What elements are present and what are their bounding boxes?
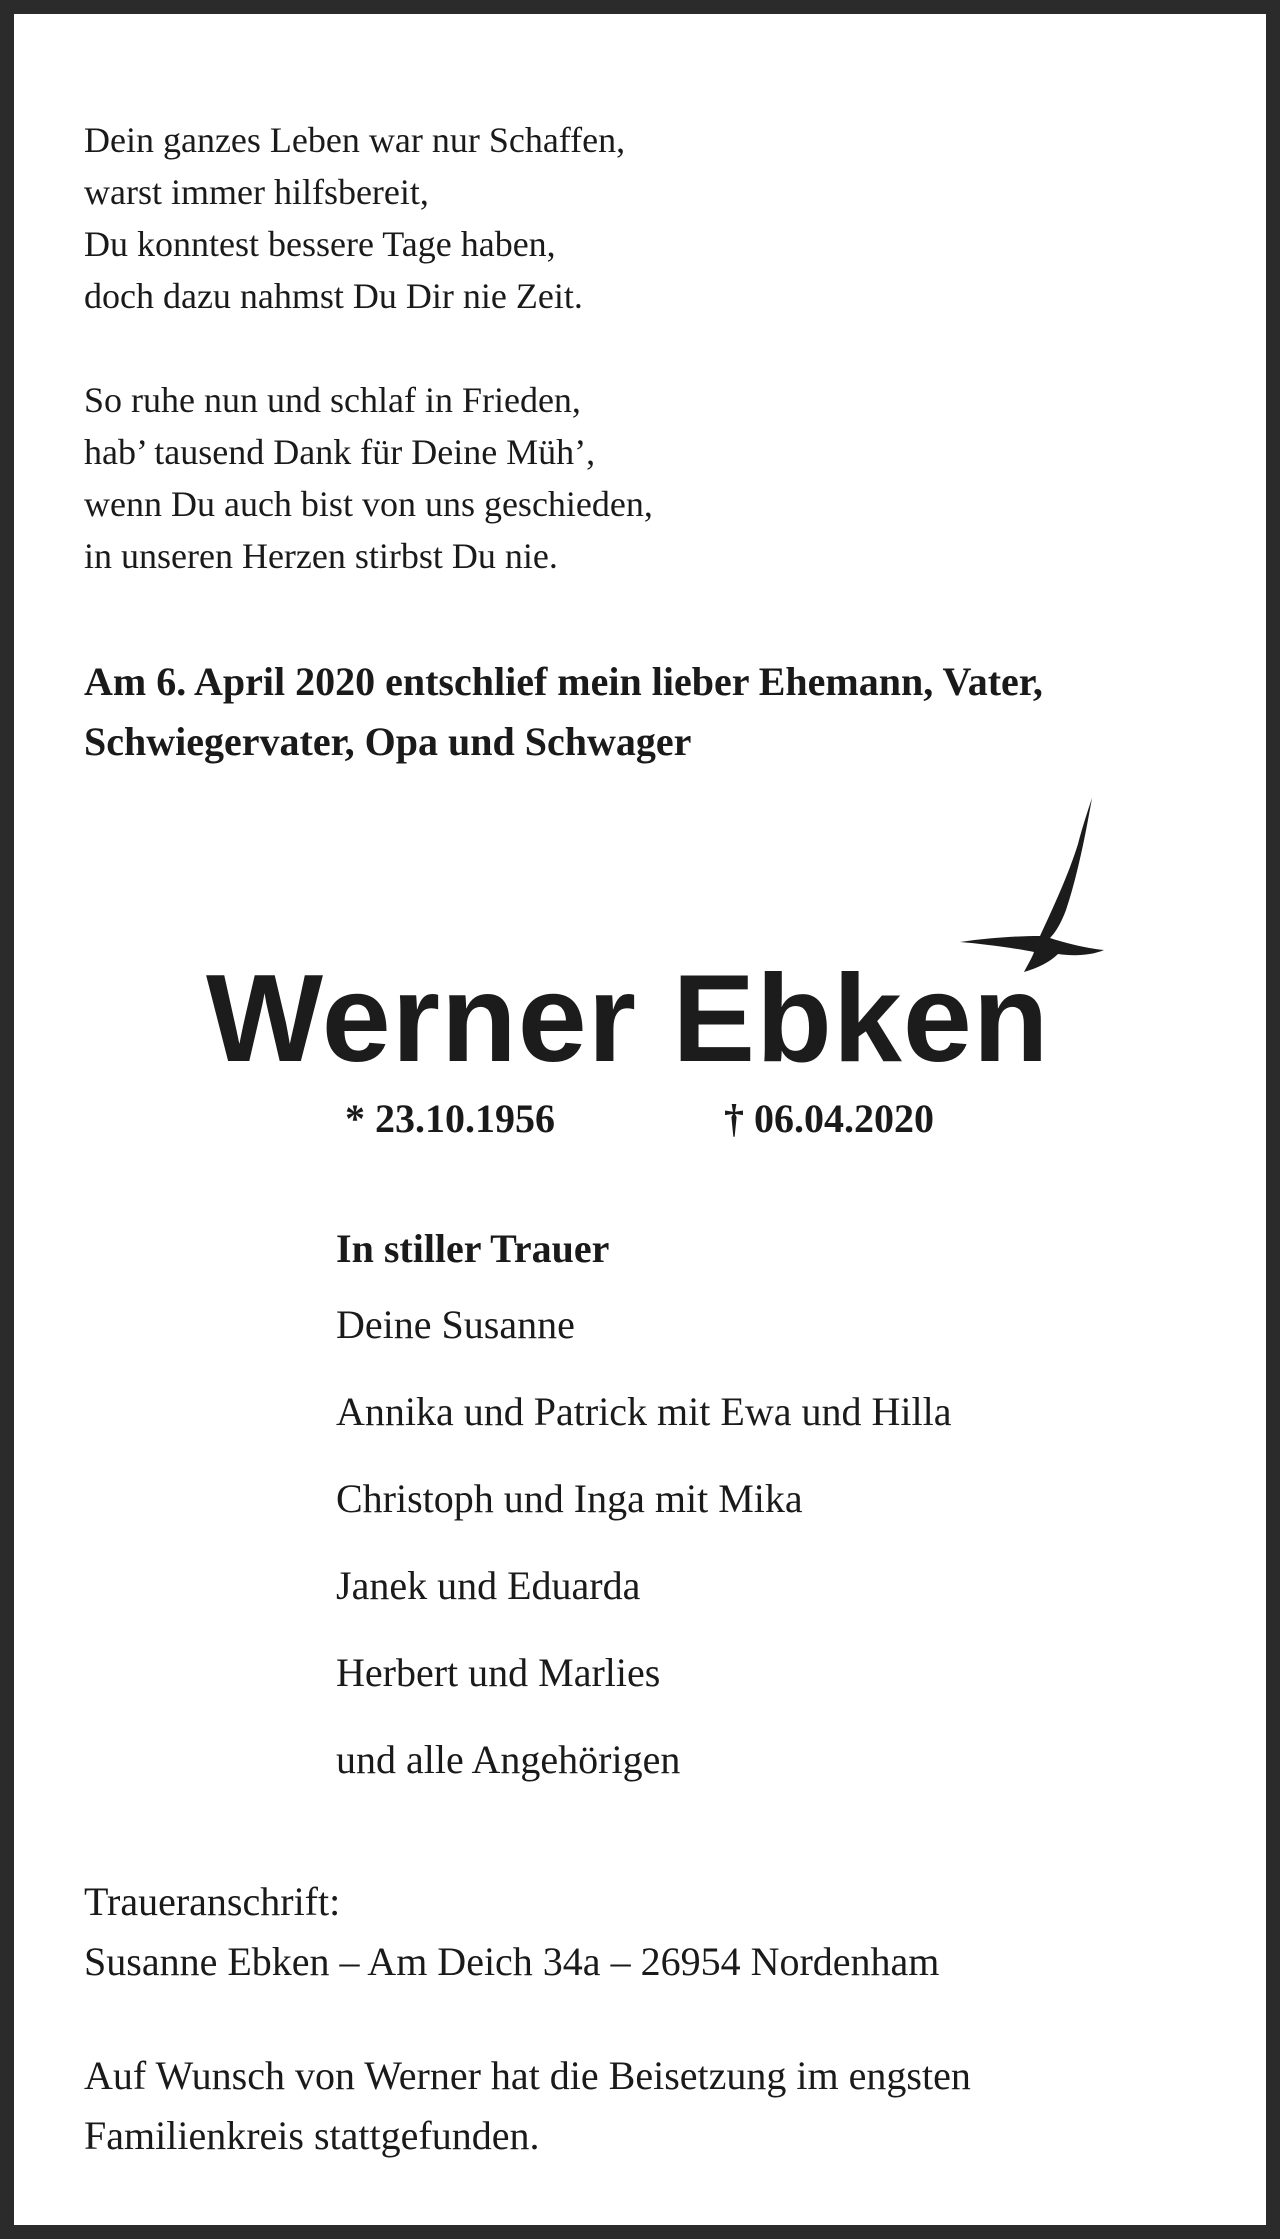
poem bbox=[84, 114, 653, 582]
mourning-address bbox=[84, 1872, 939, 1992]
burial-note-line: Auf Wunsch von Werner hat die Beisetzung im engsten bbox=[84, 2053, 971, 2098]
poem-line: warst immer hilfsbereit, bbox=[84, 172, 429, 212]
mourners-names bbox=[336, 1281, 951, 1803]
poem-line: Du konntest bessere Tage haben, bbox=[84, 224, 556, 264]
poem-line: wenn Du auch bist von uns geschieden, bbox=[84, 484, 653, 524]
mourners-heading: In stiller Trauer bbox=[336, 1226, 610, 1271]
mourner-entry: Annika und Patrick mit Ewa und Hilla bbox=[336, 1389, 952, 1434]
announcement-line: Am 6. April 2020 entschlief mein lieber Ehemann, Vater, bbox=[84, 659, 1043, 704]
death-announcement bbox=[84, 652, 1043, 772]
burial-note bbox=[84, 2046, 971, 2166]
poem-line: in unseren Herzen stirbst Du nie. bbox=[84, 536, 558, 576]
mourner-entry: Deine Susanne bbox=[336, 1302, 575, 1347]
address-text: Susanne Ebken – Am Deich 34a – 26954 Nordenham bbox=[84, 1939, 940, 1984]
mourner-entry: und alle Angehörigen bbox=[336, 1737, 681, 1782]
birth-date: * 23.10.1956 bbox=[345, 1096, 555, 1141]
poem-stanza-1 bbox=[84, 114, 653, 322]
poem-line: So ruhe nun und schlaf in Frieden, bbox=[84, 380, 581, 420]
poem-line: Dein ganzes Leben war nur Schaffen, bbox=[84, 120, 626, 160]
poem-line: doch dazu nahmst Du Dir nie Zeit. bbox=[84, 276, 583, 316]
address-label: Traueranschrift: bbox=[84, 1879, 341, 1924]
burial-note-line: Familienkreis stattgefunden. bbox=[84, 2113, 540, 2158]
mourner-entry: Christoph und Inga mit Mika bbox=[336, 1476, 803, 1521]
mourner-entry: Janek und Eduarda bbox=[336, 1563, 641, 1608]
mourners-list bbox=[336, 1219, 951, 1803]
announcement-line: Schwiegervater, Opa und Schwager bbox=[84, 719, 692, 764]
mourner-entry: Herbert und Marlies bbox=[336, 1650, 661, 1695]
deceased-name: Werner Ebken bbox=[206, 950, 1050, 1088]
poem-stanza-2 bbox=[84, 374, 653, 582]
death-date: † 06.04.2020 bbox=[724, 1096, 934, 1141]
poem-line: hab’ tausend Dank für Deine Müh’, bbox=[84, 432, 596, 472]
